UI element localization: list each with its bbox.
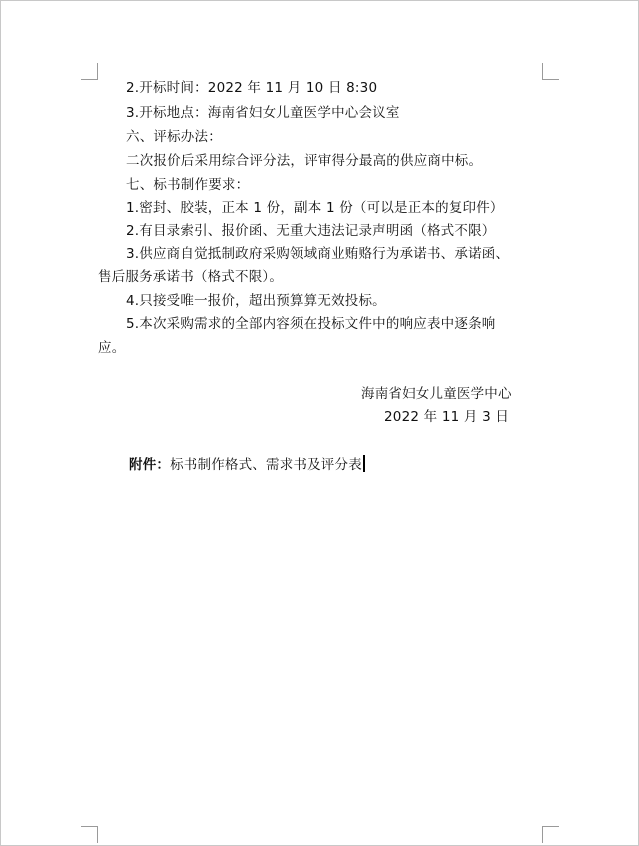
- signature-org: 海南省妇女儿童医学中心: [361, 386, 512, 402]
- crop-mark-bottom-left: [81, 826, 98, 843]
- attachment-text: 标书制作格式、需求书及评分表: [170, 457, 362, 473]
- attachment-label: 附件：: [129, 457, 171, 473]
- text-line: 售后服务承诺书（格式不限）。: [98, 269, 284, 285]
- crop-mark-top-left: [81, 63, 98, 80]
- text-line: 4.只接受唯一报价，超出预算算无效投标。: [126, 293, 386, 309]
- signature-date: 2022 年 11 月 3 日: [384, 409, 510, 425]
- text-line: 2.开标时间：2022 年 11 月 10 日 8:30: [126, 80, 378, 96]
- text-line: 3.开标地点：海南省妇女儿童医学中心会议室: [126, 105, 400, 121]
- text-cursor: [363, 455, 365, 472]
- text-line: 应。: [98, 340, 126, 356]
- crop-mark-bottom-right: [542, 826, 559, 843]
- text-line: 二次报价后采用综合评分法，评审得分最高的供应商中标。: [126, 153, 483, 169]
- text-line: 1.密封、胶装，正本 1 份，副本 1 份（可以是正本的复印件）: [126, 200, 504, 216]
- crop-mark-top-right: [542, 63, 559, 80]
- text-line: 5.本次采购需求的全部内容须在投标文件中的响应表中逐条响: [126, 316, 496, 332]
- text-line: 3.供应商自觉抵制政府采购领域商业贿赂行为承诺书、承诺函、: [126, 246, 510, 262]
- text-line: 2.有目录索引、报价函、无重大违法记录声明函（格式不限）: [126, 223, 496, 239]
- text-line: 七、标书制作要求：: [126, 177, 250, 193]
- attachment-line[interactable]: [129, 455, 365, 473]
- text-line: 六、评标办法：: [126, 129, 222, 145]
